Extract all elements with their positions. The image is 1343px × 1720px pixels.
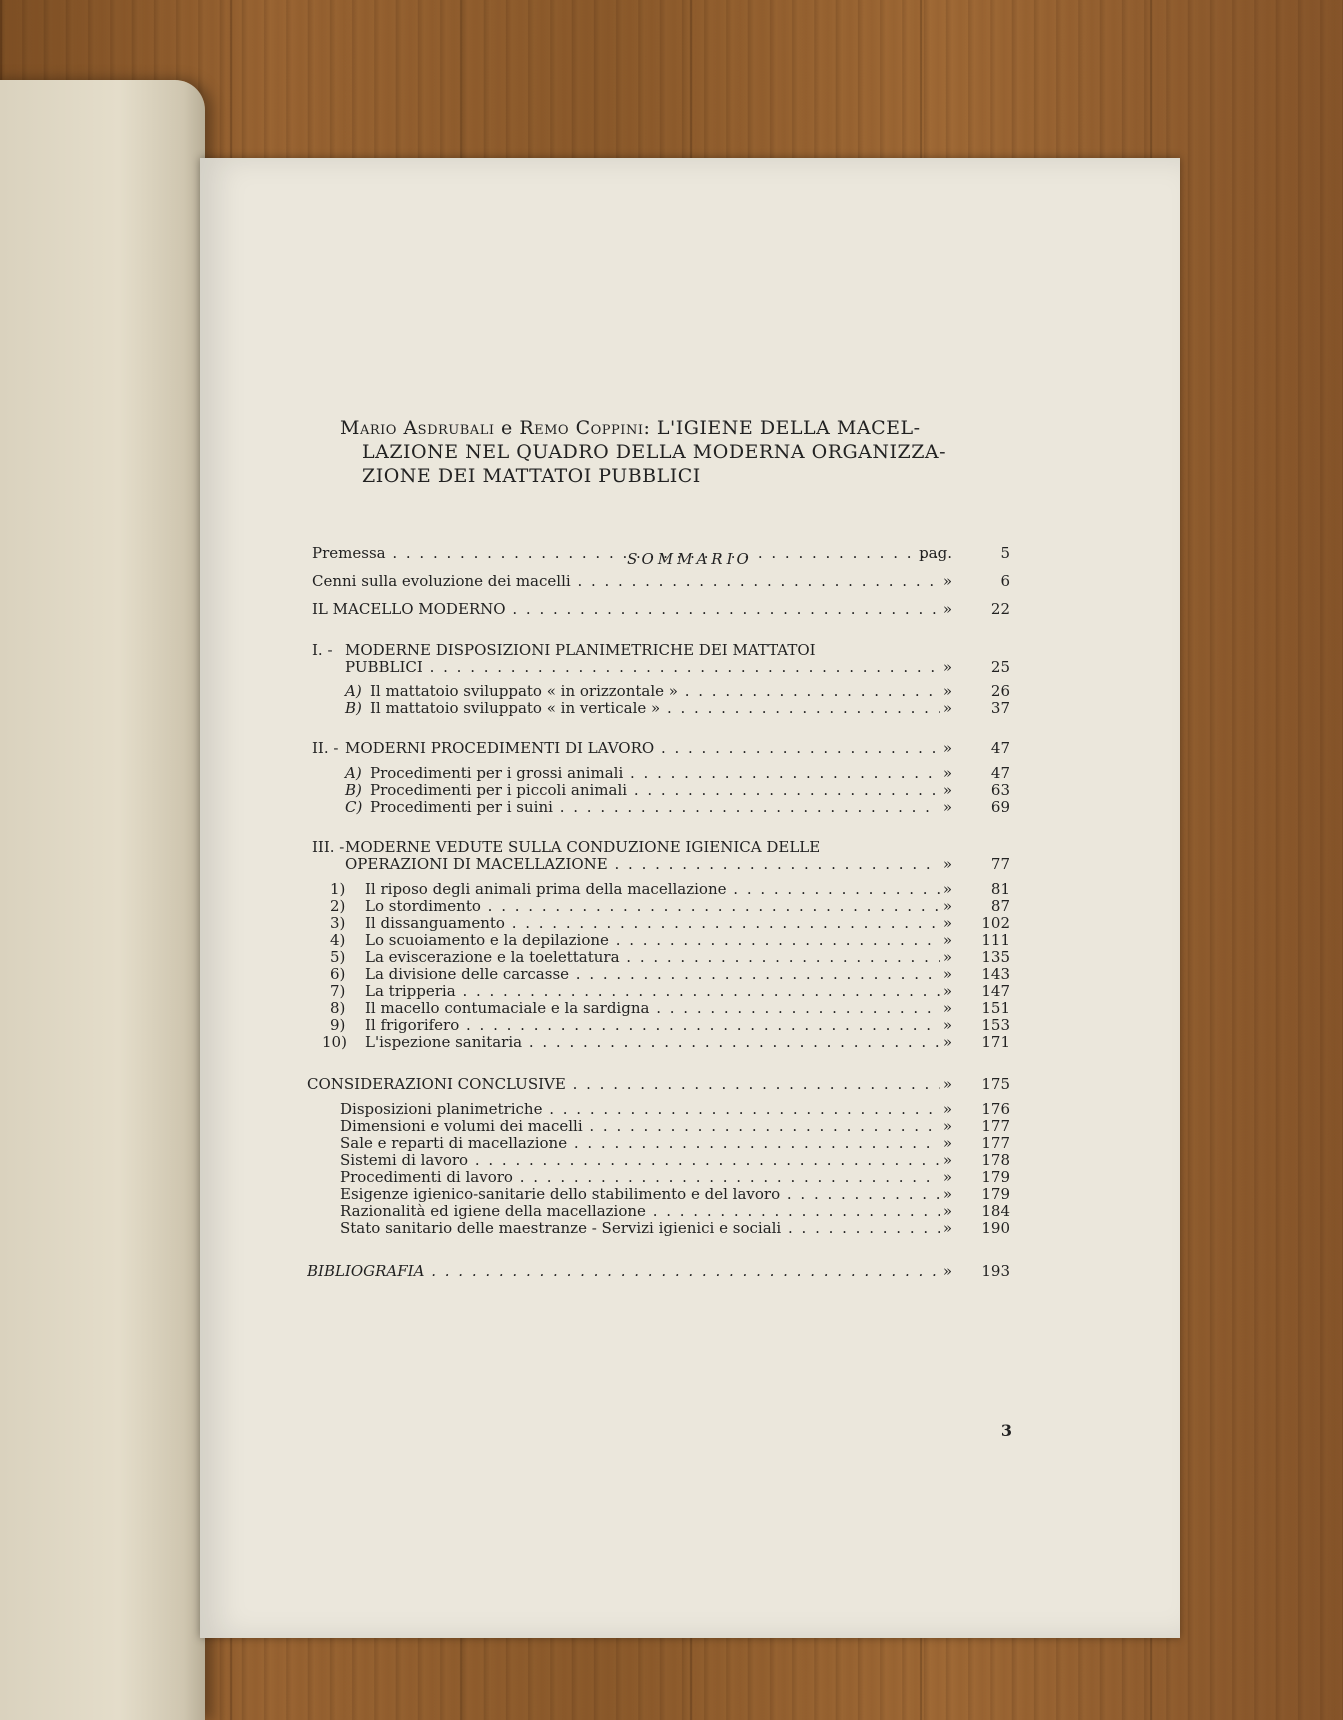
toc-entry-page: 178: [981, 1151, 1010, 1169]
toc-entry-marker: »: [942, 1262, 952, 1280]
toc-row: [200, 1134, 1180, 1152]
toc-entry-number: A): [345, 682, 362, 700]
toc-entry-page: 177: [981, 1134, 1010, 1152]
toc-entry-marker: »: [942, 781, 952, 799]
toc-row: [200, 1033, 1180, 1051]
toc-entry-title: [307, 1075, 940, 1093]
toc-entry-number: 6): [330, 965, 346, 983]
title-line-3: ZIONE DEI MATTATOI PUBBLICI: [362, 465, 701, 487]
toc-row: [200, 1185, 1180, 1203]
toc-entry-label: Cenni sulla evoluzione dei macelli: [312, 572, 571, 590]
toc-entry-label: La tripperia: [365, 982, 456, 1000]
toc-entry-label: L'ispezione sanitaria: [365, 1033, 523, 1051]
toc-entry-label: Esigenze igienico-sanitarie dello stabilimento e del lavoro: [340, 1185, 781, 1203]
toc-row: [200, 1100, 1180, 1118]
toc-entry-title: [340, 1168, 940, 1186]
toc-row: [200, 1117, 1180, 1135]
toc-entry-page: 153: [981, 1016, 1010, 1034]
author-conjunction: e: [501, 417, 513, 439]
toc-entry-marker: pag.: [919, 544, 952, 562]
toc-entry-title: [345, 739, 940, 757]
toc-entry-number: 8): [330, 999, 346, 1017]
toc-entry-page: 151: [981, 999, 1010, 1017]
toc-row: [200, 1151, 1180, 1169]
toc-entry-page: 81: [990, 880, 1010, 898]
toc-entry-label: Stato sanitario delle maestranze - Servizi igienici e sociali: [340, 1219, 782, 1237]
toc-entry-page: 190: [981, 1219, 1010, 1237]
toc-row: [200, 699, 1180, 717]
toc-row: [200, 641, 1180, 659]
toc-entry-label: Procedimenti per i piccoli animali: [370, 781, 628, 799]
toc-entry-page: 22: [990, 600, 1010, 618]
toc-entry-page: 111: [981, 931, 1010, 949]
toc-row: [200, 600, 1180, 618]
toc-entry-marker: »: [942, 880, 952, 898]
toc-row: [200, 965, 1180, 983]
toc-entry-label: OPERAZIONI DI MACELLAZIONE: [345, 855, 608, 873]
toc-entry-title: [370, 699, 940, 717]
toc-entry-marker: »: [942, 1151, 952, 1169]
toc-row: [200, 764, 1180, 782]
author-1: Mario Asdrubali: [340, 417, 495, 439]
toc-entry-title: [370, 764, 940, 782]
toc-entry-number: 2): [330, 897, 346, 915]
toc-entry-label: Procedimenti di lavoro: [340, 1168, 513, 1186]
toc-entry-title: [340, 1151, 940, 1169]
toc-entry-label: La divisione delle carcasse: [365, 965, 570, 983]
toc-row: [200, 798, 1180, 816]
toc-row: [200, 1262, 1180, 1280]
toc-entry-number: II. -: [312, 739, 339, 757]
title-line-2: LAZIONE NEL QUADRO DELLA MODERNA ORGANIZZA-: [362, 441, 947, 463]
toc-entry-marker: »: [942, 999, 952, 1017]
toc-entry-label: Sale e reparti di macellazione: [340, 1134, 568, 1152]
toc-entry-marker: »: [942, 1075, 952, 1093]
toc-entry-marker: »: [942, 1100, 952, 1118]
toc-entry-page: 47: [990, 739, 1010, 757]
toc-entry-title: [365, 999, 940, 1017]
toc-entry-page: 26: [990, 682, 1010, 700]
toc-entry-page: 184: [981, 1202, 1010, 1220]
toc-entry-title: [340, 1185, 940, 1203]
toc-entry-marker: »: [942, 914, 952, 932]
toc-row: [200, 897, 1180, 915]
toc-entry-marker: »: [942, 1016, 952, 1034]
toc-entry-number: C): [345, 798, 363, 816]
toc-entry-title: [365, 1016, 940, 1034]
toc-entry-label: Lo scuoiamento e la depilazione: [365, 931, 609, 949]
toc-entry-title: [307, 1262, 940, 1280]
toc-entry-marker: »: [942, 1202, 952, 1220]
toc-entry-page: 176: [981, 1100, 1010, 1118]
book-page: [200, 158, 1180, 1638]
toc-entry-title: [340, 1202, 940, 1220]
toc-entry-number: 4): [330, 931, 346, 949]
toc-entry-number: B): [345, 699, 362, 717]
facing-page: [0, 80, 205, 1720]
table-of-contents: [200, 158, 1180, 1638]
toc-entry-title: [365, 965, 940, 983]
toc-entry-marker: »: [942, 682, 952, 700]
toc-entry-label: Sistemi di lavoro: [340, 1151, 469, 1169]
toc-entry-page: 171: [981, 1033, 1010, 1051]
toc-entry-page: 25: [990, 658, 1010, 676]
toc-entry-label: Il dissanguamento: [365, 914, 505, 932]
toc-entry-marker: »: [942, 1219, 952, 1237]
toc-entry-title: [370, 798, 940, 816]
toc-entry-page: 179: [981, 1168, 1010, 1186]
toc-entry-marker: »: [942, 1134, 952, 1152]
toc-entry-number: 5): [330, 948, 346, 966]
toc-entry-label: Disposizioni planimetriche: [340, 1100, 543, 1118]
toc-entry-marker: »: [942, 739, 952, 757]
toc-entry-label: Il frigorifero: [365, 1016, 460, 1034]
toc-entry-label: Dimensioni e volumi dei macelli: [340, 1117, 583, 1135]
toc-entry-label: MODERNE DISPOSIZIONI PLANIMETRICHE DEI MATTATOI: [345, 641, 816, 659]
title-line-1: : L'IGIENE DELLA MACEL-: [643, 417, 921, 439]
toc-entry-title: [312, 600, 940, 618]
toc-row: [200, 855, 1180, 873]
toc-row: [200, 1168, 1180, 1186]
toc-entry-page: 179: [981, 1185, 1010, 1203]
toc-entry-page: 102: [981, 914, 1010, 932]
toc-entry-title: [340, 1134, 940, 1152]
toc-entry-title: [365, 1033, 940, 1051]
toc-entry-number: 7): [330, 982, 346, 1000]
toc-entry-page: 63: [990, 781, 1010, 799]
toc-entry-label: Procedimenti per i grossi animali: [370, 764, 624, 782]
toc-entry-title: [340, 1117, 940, 1135]
toc-entry-label: PUBBLICI: [345, 658, 423, 676]
toc-entry-page: 177: [981, 1117, 1010, 1135]
toc-entry-marker: »: [942, 897, 952, 915]
toc-entry-number: 9): [330, 1016, 346, 1034]
toc-row: [200, 1202, 1180, 1220]
toc-row: [200, 544, 1180, 562]
toc-entry-title: [345, 838, 820, 856]
toc-entry-label: Il mattatoio sviluppato « in verticale »: [370, 699, 661, 717]
toc-entry-marker: »: [942, 982, 952, 1000]
toc-entry-marker: »: [942, 764, 952, 782]
toc-entry-title: [370, 781, 940, 799]
toc-entry-page: 47: [990, 764, 1010, 782]
toc-entry-label: CONSIDERAZIONI CONCLUSIVE: [307, 1075, 566, 1093]
toc-entry-title: [345, 641, 816, 659]
toc-entry-number: I. -: [312, 641, 333, 659]
toc-entry-number: A): [345, 764, 362, 782]
sommario-title: SOMMARIO: [627, 550, 753, 568]
toc-row: [200, 1075, 1180, 1093]
toc-entry-marker: »: [942, 948, 952, 966]
toc-entry-title: [345, 855, 940, 873]
toc-entry-marker: »: [942, 855, 952, 873]
toc-entry-label: MODERNI PROCEDIMENTI DI LAVORO: [345, 739, 655, 757]
toc-entry-label: Il mattatoio sviluppato « in orizzontale »: [370, 682, 678, 700]
toc-entry-marker: »: [942, 658, 952, 676]
toc-entry-title: [365, 914, 940, 932]
toc-entry-marker: »: [942, 965, 952, 983]
toc-entry-marker: »: [942, 1168, 952, 1186]
toc-entry-title: [365, 982, 940, 1000]
toc-entry-title: [365, 880, 940, 898]
toc-row: [200, 880, 1180, 898]
toc-entry-title: [365, 897, 940, 915]
toc-row: [200, 739, 1180, 757]
toc-entry-page: 143: [981, 965, 1010, 983]
toc-entry-number: III. -: [312, 838, 345, 856]
toc-row: [200, 682, 1180, 700]
toc-row: [200, 948, 1180, 966]
toc-entry-number: 3): [330, 914, 346, 932]
toc-entry-number: 1): [330, 880, 346, 898]
toc-entry-label: MODERNE VEDUTE SULLA CONDUZIONE IGIENICA DELLE: [345, 838, 821, 856]
toc-entry-page: 69: [990, 798, 1010, 816]
toc-entry-label: BIBLIOGRAFIA: [307, 1262, 425, 1280]
toc-row: [200, 914, 1180, 932]
toc-entry-page: 175: [981, 1075, 1010, 1093]
toc-entry-marker: »: [942, 1117, 952, 1135]
author-2: Remo Coppini: [519, 417, 644, 439]
toc-row: [200, 931, 1180, 949]
toc-entry-number: 10): [322, 1033, 347, 1051]
toc-entry-label: Il macello contumaciale e la sardigna: [365, 999, 650, 1017]
toc-entry-title: [312, 544, 940, 562]
toc-entry-marker: »: [942, 1033, 952, 1051]
toc-entry-label: Procedimenti per i suini: [370, 798, 553, 816]
toc-entry-label: IL MACELLO MODERNO: [312, 600, 506, 618]
toc-entry-page: 5: [1000, 544, 1010, 562]
toc-entry-marker: »: [942, 699, 952, 717]
toc-entry-title: [345, 658, 940, 676]
toc-entry-page: 77: [990, 855, 1010, 873]
toc-row: [200, 1016, 1180, 1034]
toc-row: [200, 982, 1180, 1000]
toc-entry-label: Lo stordimento: [365, 897, 481, 915]
toc-entry-page: 87: [990, 897, 1010, 915]
toc-entry-label: La eviscerazione e la toelettatura: [365, 948, 620, 966]
page-number: 3: [1000, 1421, 1012, 1440]
toc-row: [200, 999, 1180, 1017]
toc-row: [200, 572, 1180, 590]
toc-entry-marker: »: [942, 572, 952, 590]
toc-entry-page: 135: [981, 948, 1010, 966]
toc-entry-label: Razionalità ed igiene della macellazione: [340, 1202, 646, 1220]
toc-entry-marker: »: [942, 931, 952, 949]
toc-entry-page: 193: [981, 1262, 1010, 1280]
toc-entry-number: B): [345, 781, 362, 799]
toc-entry-page: 147: [981, 982, 1010, 1000]
toc-entry-label: Premessa: [312, 544, 386, 562]
toc-row: [200, 658, 1180, 676]
toc-entry-marker: »: [942, 600, 952, 618]
toc-entry-title: [365, 948, 940, 966]
toc-entry-page: 6: [1000, 572, 1010, 590]
toc-entry-label: Il riposo degli animali prima della macellazione: [365, 880, 727, 898]
toc-entry-title: [370, 682, 940, 700]
toc-entry-title: [312, 572, 940, 590]
toc-entry-page: 37: [990, 699, 1010, 717]
toc-entry-marker: »: [942, 798, 952, 816]
toc-entry-title: [340, 1219, 940, 1237]
toc-row: [200, 781, 1180, 799]
toc-row: [200, 838, 1180, 856]
toc-row: [200, 1219, 1180, 1237]
toc-entry-marker: »: [942, 1185, 952, 1203]
toc-entry-title: [365, 931, 940, 949]
toc-entry-title: [340, 1100, 940, 1118]
